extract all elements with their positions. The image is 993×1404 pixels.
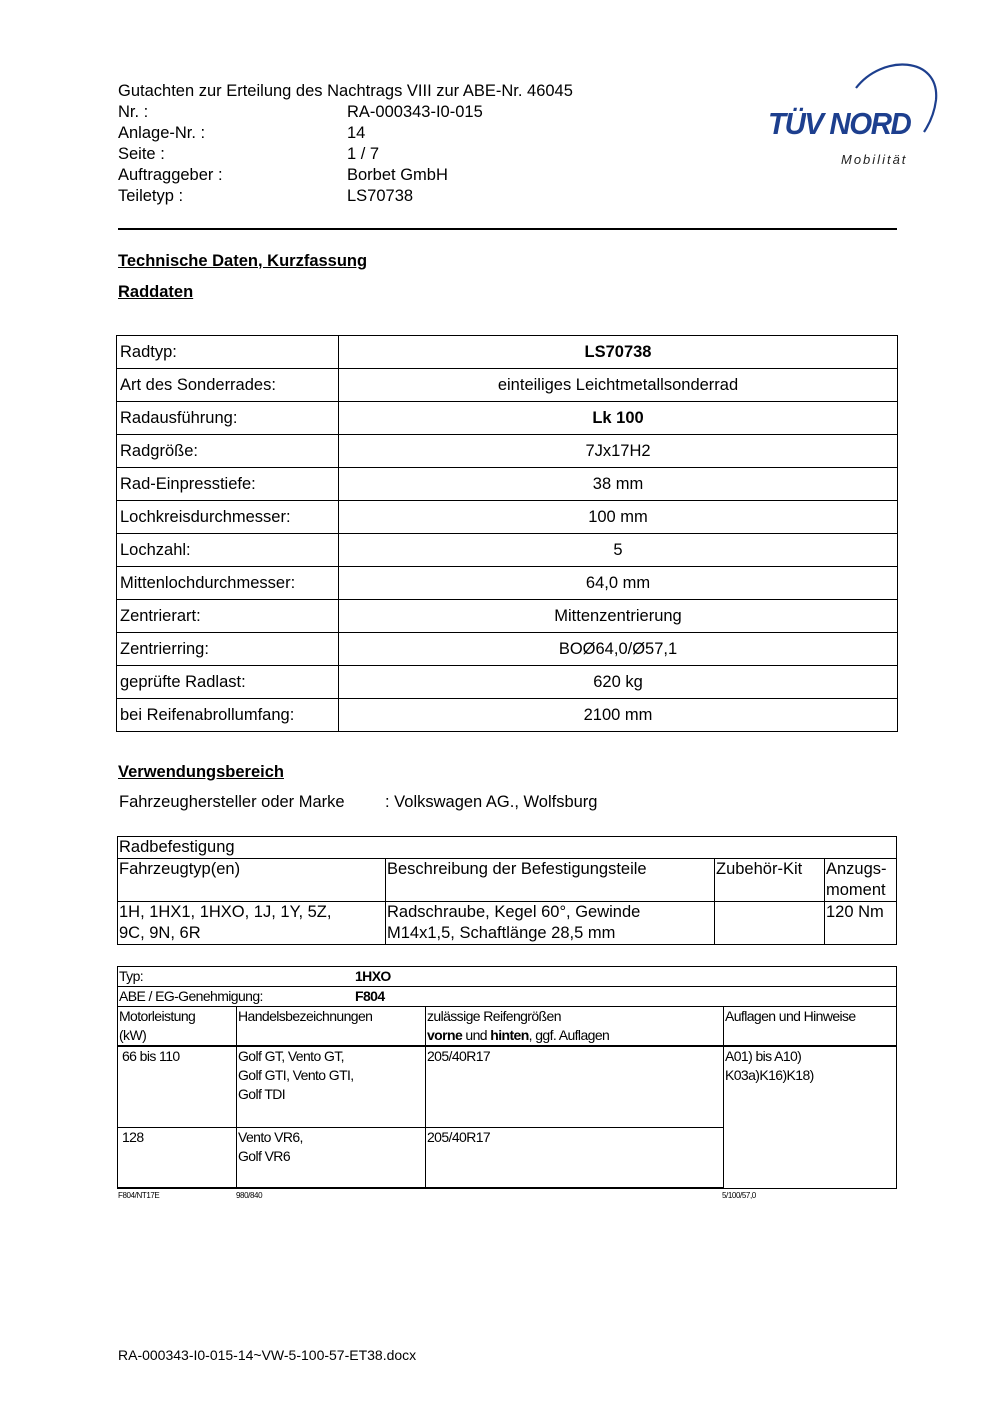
header-divider xyxy=(118,228,897,230)
row-value: Mittenzentrierung xyxy=(339,600,898,633)
row-value: 100 mm xyxy=(339,501,898,534)
vehicle-types-line2: 9C, 9N, 6R xyxy=(119,924,201,942)
table-row xyxy=(117,369,898,402)
document-footer: RA-000343-I0-015-14~VW-5-100-57-ET38.docx xyxy=(118,1347,417,1363)
row-value: 64,0 mm xyxy=(339,567,898,600)
col-torque-line1: Anzugs- xyxy=(826,860,887,878)
col-tires-line2 xyxy=(427,1026,722,1045)
manufacturer-line xyxy=(119,793,597,812)
col-torque xyxy=(825,859,897,902)
power-value: 66 bis 110 xyxy=(122,1048,180,1064)
row-label: Mittenlochdurchmesser: xyxy=(117,567,339,600)
col-power-line1: Motorleistung xyxy=(119,1008,196,1024)
row-label: geprüfte Radlast: xyxy=(117,666,339,699)
header-key: Seite : xyxy=(118,145,165,163)
logo-subtitle: Mobilität xyxy=(841,152,908,167)
table-row xyxy=(118,1046,897,1127)
table-row xyxy=(117,567,898,600)
trade-name-line: Golf TDI xyxy=(238,1086,286,1102)
manufacturer-label: Fahrzeughersteller oder Marke xyxy=(119,793,345,811)
torque-cell: 120 Nm xyxy=(825,902,897,945)
col-power xyxy=(118,1007,237,1047)
row-label: bei Reifenabrollumfang: xyxy=(117,699,339,732)
row-value: LS70738 xyxy=(339,336,898,369)
section-wheel-data: Raddaten xyxy=(118,283,194,301)
table-row xyxy=(117,600,898,633)
notes-line1: A01) bis A10) xyxy=(725,1048,802,1064)
logo-brand: TÜV NORD xyxy=(768,106,911,141)
tires-rest: , ggf. Auflagen xyxy=(528,1027,610,1043)
header-row-anlage xyxy=(118,123,718,144)
table-row xyxy=(117,534,898,567)
vehicle-types-line1: 1H, 1HX1, 1HXO, 1J, 1Y, 5Z, xyxy=(119,903,332,921)
tires-and: und xyxy=(462,1027,491,1043)
row-label: Zentrierart: xyxy=(117,600,339,633)
header-row-auftraggeber xyxy=(118,165,718,186)
fastening-line2: M14x1,5, Schaftlänge 28,5 mm xyxy=(387,924,616,942)
row-label: Radtyp: xyxy=(117,336,339,369)
power-cell xyxy=(118,1046,237,1127)
row-label: Lochzahl: xyxy=(117,534,339,567)
table-row xyxy=(117,468,898,501)
notes-cell xyxy=(724,1046,897,1188)
header-row-seite xyxy=(118,144,718,165)
table-row xyxy=(118,837,897,859)
row-label: Radausführung: xyxy=(117,402,339,435)
col-trade-names: Handelsbezeichnungen xyxy=(237,1007,426,1047)
col-vehicle-types: Fahrzeugtyp(en) xyxy=(118,859,386,902)
trade-name-line: Golf VR6 xyxy=(238,1147,290,1164)
header-value: RA-000343-I0-015 xyxy=(347,103,483,121)
row-label: Art des Sonderrades: xyxy=(117,369,339,402)
tire-size-cell: 205/40R17 xyxy=(426,1046,724,1127)
row-label: Zentrierring: xyxy=(117,633,339,666)
header-key: Nr. : xyxy=(118,103,149,121)
header-row-teiletyp xyxy=(118,186,718,207)
typ-value: 1HXO xyxy=(355,968,391,984)
typ-cell xyxy=(118,967,897,987)
row-value: Lk 100 xyxy=(339,402,898,435)
col-accessory-kit: Zubehör-Kit xyxy=(715,859,825,902)
tires-front: vorne xyxy=(427,1027,463,1043)
trade-names-cell xyxy=(237,1046,426,1127)
fastening-description-cell xyxy=(386,902,715,945)
col-tires-line1: zulässige Reifengrößen xyxy=(427,1008,561,1024)
wheel-data-table xyxy=(116,335,898,732)
manufacturer-value: : Volkswagen AG., Wolfsburg xyxy=(385,793,598,811)
row-label: Radgröße: xyxy=(117,435,339,468)
abe-row xyxy=(118,987,897,1007)
tire-size-cell: 205/40R17 xyxy=(426,1127,724,1188)
code-5100: 5/100/57,0 xyxy=(722,1191,756,1200)
header-value: 14 xyxy=(347,124,366,142)
section-usage-range: Verwendungsbereich xyxy=(118,763,284,781)
trade-name-line: Golf GT, Vento GT, xyxy=(238,1048,344,1064)
row-label: Lochkreisdurchmesser: xyxy=(117,501,339,534)
typ-label: Typ: xyxy=(119,968,144,984)
table-row xyxy=(117,666,898,699)
tires-rear: hinten xyxy=(490,1027,529,1043)
table-row xyxy=(117,633,898,666)
row-value: einteiliges Leichtmetallsonderrad xyxy=(339,369,898,402)
report-title: Gutachten zur Erteilung des Nachtrags VIII zur ABE-Nr. 46045 xyxy=(118,82,573,100)
table-row xyxy=(117,435,898,468)
abe-cell xyxy=(118,987,897,1007)
col-torque-line2: moment xyxy=(826,881,886,899)
table-row xyxy=(118,902,897,945)
trade-name-line: Vento VR6, xyxy=(238,1128,303,1145)
row-value: 5 xyxy=(339,534,898,567)
typ-row xyxy=(118,967,897,987)
tuv-nord-logo xyxy=(764,60,944,170)
table-row xyxy=(117,501,898,534)
notes-line2: K03a)K16)K18) xyxy=(725,1067,814,1083)
wheel-mounting-table xyxy=(117,836,897,945)
mounting-title: Radbefestigung xyxy=(118,837,897,859)
accessory-kit-cell xyxy=(715,902,825,945)
vehicle-types-cell xyxy=(118,902,386,945)
vehicle-type-table xyxy=(117,966,897,1189)
row-label: Rad-Einpresstiefe: xyxy=(117,468,339,501)
power-cell xyxy=(118,1127,237,1188)
table-header-row xyxy=(118,1007,897,1047)
header-value: LS70738 xyxy=(347,187,414,205)
row-value: 38 mm xyxy=(339,468,898,501)
table-row xyxy=(117,699,898,732)
abe-label: ABE / EG-Genehmigung: xyxy=(119,988,263,1004)
table-row xyxy=(117,336,898,369)
col-fastening-description: Beschreibung der Befestigungsteile xyxy=(386,859,715,902)
row-value: 2100 mm xyxy=(339,699,898,732)
power-value: 128 xyxy=(122,1128,144,1145)
code-980: 980/840 xyxy=(236,1191,263,1200)
header-key: Teiletyp : xyxy=(118,187,184,205)
header-row-nr xyxy=(118,102,718,123)
document-header xyxy=(118,81,718,207)
row-value: BOØ64,0/Ø57,1 xyxy=(339,633,898,666)
col-notes: Auflagen und Hinweise xyxy=(724,1007,897,1047)
header-value: 1 / 7 xyxy=(347,145,380,163)
section-technical-data: Technische Daten, Kurzfassung xyxy=(118,252,368,270)
header-key: Auftraggeber : xyxy=(118,166,223,184)
table-row xyxy=(117,402,898,435)
header-value: Borbet GmbH xyxy=(347,166,448,184)
row-value: 620 kg xyxy=(339,666,898,699)
table-header-row xyxy=(118,859,897,902)
fastening-line1: Radschraube, Kegel 60°, Gewinde xyxy=(387,903,641,921)
row-value: 7Jx17H2 xyxy=(339,435,898,468)
abe-value: F804 xyxy=(355,988,385,1004)
header-key: Anlage-Nr. : xyxy=(118,124,206,142)
trade-names-cell xyxy=(237,1127,426,1188)
col-power-line2: (kW) xyxy=(119,1027,147,1043)
code-f804: F804/NT17E xyxy=(118,1191,160,1200)
col-tire-sizes xyxy=(426,1007,724,1047)
trade-name-line: Golf GTI, Vento GTI, xyxy=(238,1067,354,1083)
